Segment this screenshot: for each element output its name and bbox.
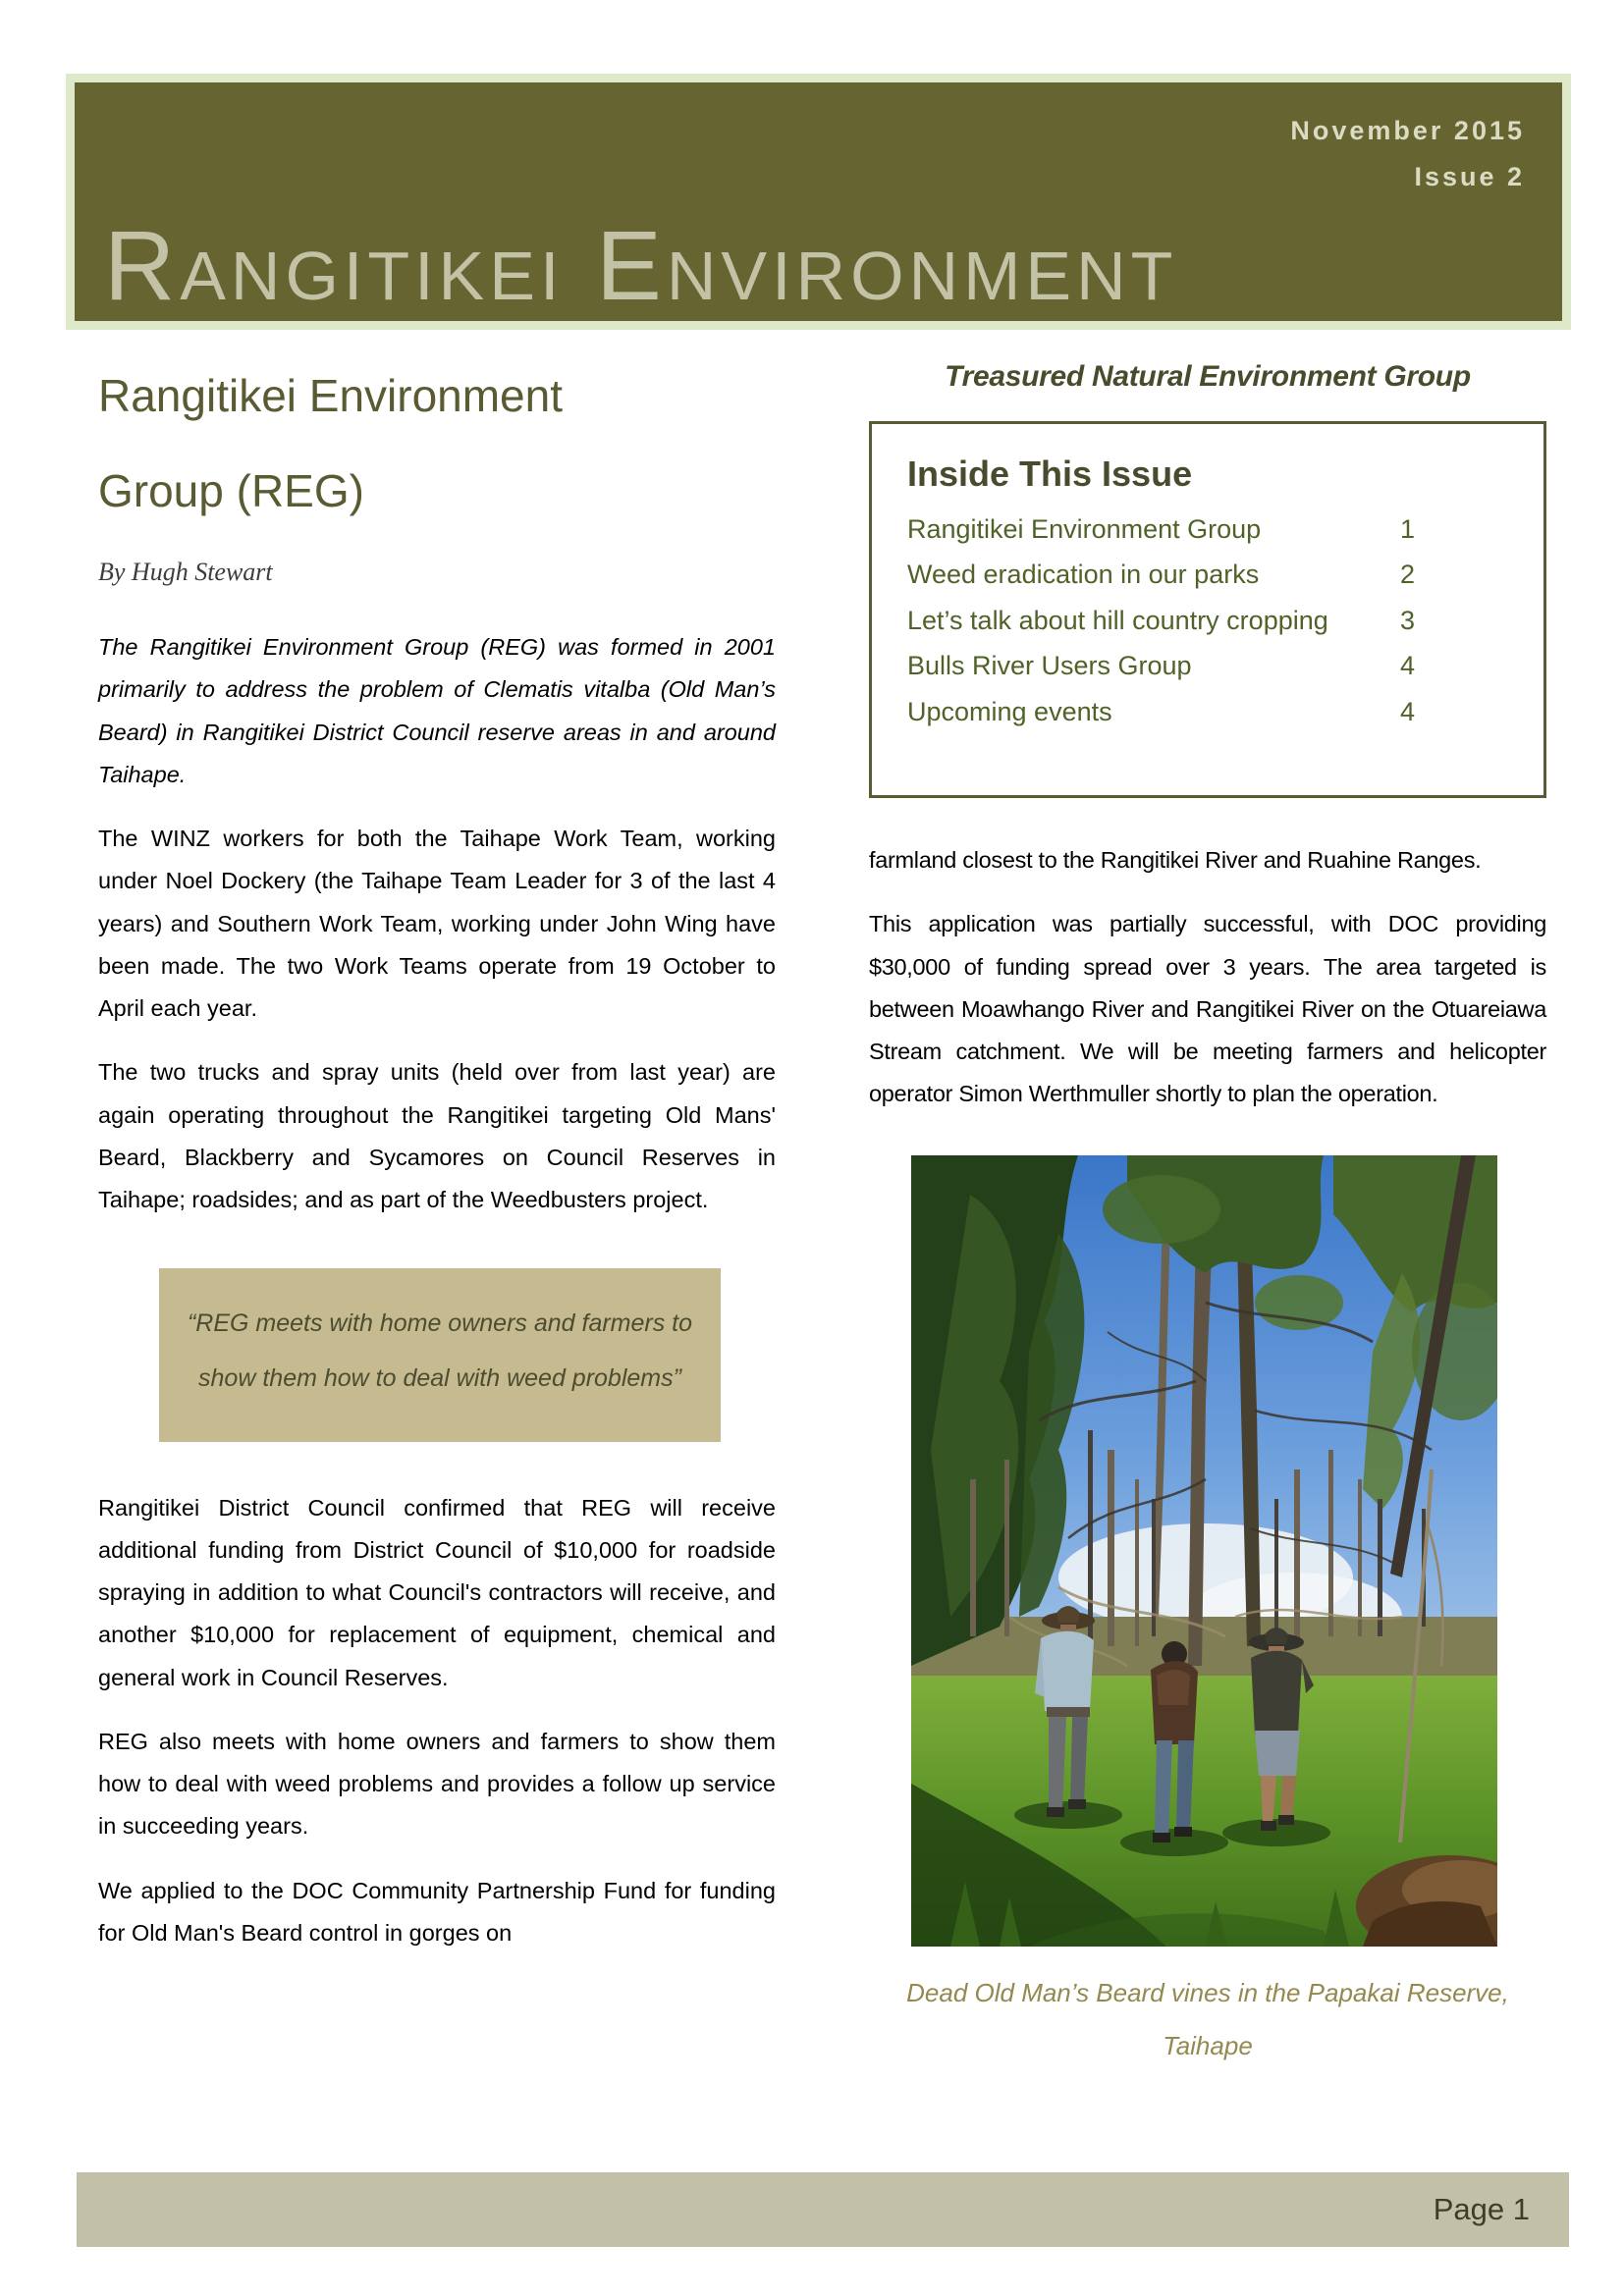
masthead-banner-inner: [75, 82, 1562, 321]
article-paragraph-continued: This application was partially successful, with DOC providing $30,000 of funding spread over 3 years. The area targeted is between Moawhango River and Rangitikei River on the Otuareiawa Stream catchment. We will be meeting farmers and helicopter operator Simon Werthmuller shortly to plan the operation.: [869, 911, 1546, 1107]
page-footer: [77, 2172, 1569, 2247]
toc-item-page: 1: [1400, 514, 1416, 544]
group-tagline: Treasured Natural Environment Group: [945, 360, 1471, 393]
toc-item-page: 3: [1400, 605, 1416, 635]
page-content: [98, 339, 1546, 2073]
inside-this-issue-box: [869, 421, 1546, 798]
toc-item: [907, 598, 1508, 643]
article-paragraph: Rangitikei District Council confirmed that REG will receive additional funding from District Council of $10,000 for roadside spraying in addition to what Council's contractors will receive, and another $10,000 for replacement of equipment, chemical and general work in Council Reserves.: [98, 1494, 776, 1690]
toc-item: [907, 689, 1508, 734]
right-column: [869, 339, 1546, 2073]
issue-number: Issue 2: [1414, 162, 1525, 192]
article-paragraph: REG also meets with home owners and farmers to show them how to deal with weed problems and provides a follow up service in succeeding years.: [98, 1728, 776, 1840]
toc-item-label: Rangitikei Environment Group: [907, 514, 1262, 544]
page-number: Page 1: [1433, 2192, 1530, 2226]
left-column: [98, 339, 776, 2073]
article-paragraph: The two trucks and spray units (held over from last year) are again operating throughout the Rangitikei targeting Old Mans' Beard, Blackberry and Sycamores on Council Reserves in Taihape; roadsides; and as part of the Weedbusters project.: [98, 1059, 776, 1212]
toc-item-label: Let’s talk about hill country cropping: [907, 605, 1328, 635]
toc-item: [907, 643, 1508, 688]
newsletter-title: Rangitikei Environment: [104, 211, 1178, 321]
article-title: Rangitikei Environment Group (REG): [98, 370, 564, 516]
article-paragraph: The WINZ workers for both the Taihape Work Team, working under Noel Dockery (the Taihape Team Leader for 3 of the last 4 years) and Southern Work Team, working under John Wing have been made. The two Work Teams operate from 19 October to April each year.: [98, 826, 776, 1022]
article-paragraph-continued: farmland closest to the Rangitikei River and Ruahine Ranges.: [869, 847, 1482, 874]
photo-illustration: [911, 1155, 1497, 1947]
toc-item: [907, 552, 1508, 597]
masthead-banner: [66, 74, 1571, 330]
issue-date-line: November 2015: [1290, 116, 1525, 145]
toc-item-page: 4: [1400, 696, 1416, 726]
toc-item-label: Weed eradication in our parks: [907, 560, 1260, 590]
toc-item-label: Bulls River Users Group: [907, 651, 1192, 681]
article-paragraph: We applied to the DOC Community Partnership Fund for funding for Old Man's Beard control in gorges on: [98, 1877, 776, 1946]
toc-header: Inside This Issue: [907, 454, 1193, 494]
pull-quote: “REG meets with home owners and farmers to show them how to deal with weed problems”: [159, 1268, 721, 1442]
article-lede: The Rangitikei Environment Group (REG) was formed in 2001 primarily to address the problem of Clematis vitalba (Old Man’s Beard) in Rangitikei District Council reserve areas in and around Taihape.: [98, 634, 776, 787]
toc-item-page: 2: [1400, 560, 1416, 590]
issue-date: [1290, 108, 1525, 201]
toc-item: [907, 507, 1508, 552]
toc-item-label: Upcoming events: [907, 696, 1112, 726]
photo-caption: Dead Old Man’s Beard vines in the Papakai Reserve, Taihape: [906, 1977, 1509, 2061]
toc-item-page: 4: [1400, 651, 1416, 681]
forest-photo-svg: [911, 1155, 1497, 1947]
article-byline: By Hugh Stewart: [98, 558, 273, 587]
